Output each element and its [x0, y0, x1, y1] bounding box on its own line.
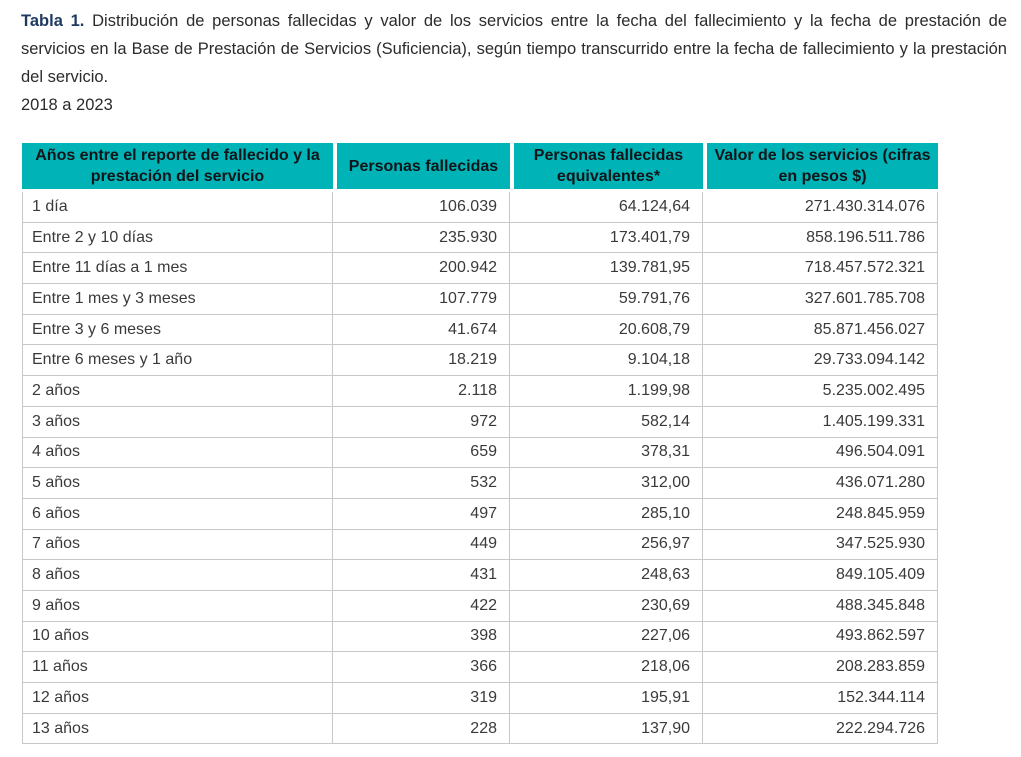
cell-equivalentes: 312,00: [510, 468, 703, 499]
cell-equivalentes: 195,91: [510, 683, 703, 714]
cell-periodo: 8 años: [22, 560, 333, 591]
cell-equivalentes: 218,06: [510, 652, 703, 683]
cell-periodo: 6 años: [22, 499, 333, 530]
table-row: [22, 560, 938, 591]
cell-equivalentes: 227,06: [510, 622, 703, 653]
cell-personas: 228: [333, 714, 510, 745]
table-row: [22, 407, 938, 438]
cell-personas: 200.942: [333, 253, 510, 284]
cell-valor: 327.601.785.708: [703, 284, 938, 315]
cell-periodo: 7 años: [22, 530, 333, 561]
cell-valor: 222.294.726: [703, 714, 938, 745]
cell-periodo: 3 años: [22, 407, 333, 438]
column-header-valor: Valor de los servicios (cifras en pesos $): [703, 143, 938, 192]
cell-personas: 398: [333, 622, 510, 653]
table-row: [22, 223, 938, 254]
cell-personas: 2.118: [333, 376, 510, 407]
column-header-personas: Personas fallecidas: [333, 143, 510, 192]
cell-personas: 497: [333, 499, 510, 530]
cell-periodo: 12 años: [22, 683, 333, 714]
column-header-equivalentes: Personas fallecidas equivalentes*: [510, 143, 703, 192]
table-row: [22, 438, 938, 469]
table-row: [22, 499, 938, 530]
cell-valor: 1.405.199.331: [703, 407, 938, 438]
cell-valor: 493.862.597: [703, 622, 938, 653]
cell-valor: 858.196.511.786: [703, 223, 938, 254]
cell-personas: 235.930: [333, 223, 510, 254]
table-row: [22, 315, 938, 346]
cell-valor: 718.457.572.321: [703, 253, 938, 284]
table-caption-label: Tabla 1.: [21, 12, 85, 30]
cell-equivalentes: 173.401,79: [510, 223, 703, 254]
cell-valor: 347.525.930: [703, 530, 938, 561]
cell-personas: 422: [333, 591, 510, 622]
table-row: [22, 530, 938, 561]
cell-equivalentes: 230,69: [510, 591, 703, 622]
cell-valor: 29.733.094.142: [703, 345, 938, 376]
cell-equivalentes: 9.104,18: [510, 345, 703, 376]
cell-periodo: Entre 2 y 10 días: [22, 223, 333, 254]
table-body: [22, 192, 938, 744]
cell-personas: 366: [333, 652, 510, 683]
cell-personas: 532: [333, 468, 510, 499]
cell-equivalentes: 582,14: [510, 407, 703, 438]
cell-equivalentes: 139.781,95: [510, 253, 703, 284]
header-row: [22, 143, 938, 192]
cell-personas: 449: [333, 530, 510, 561]
cell-personas: 431: [333, 560, 510, 591]
table-row: [22, 253, 938, 284]
cell-periodo: Entre 1 mes y 3 meses: [22, 284, 333, 315]
cell-personas: 319: [333, 683, 510, 714]
table-row: [22, 683, 938, 714]
cell-periodo: 4 años: [22, 438, 333, 469]
cell-valor: 5.235.002.495: [703, 376, 938, 407]
cell-valor: 152.344.114: [703, 683, 938, 714]
cell-periodo: 2 años: [22, 376, 333, 407]
cell-valor: 849.105.409: [703, 560, 938, 591]
cell-equivalentes: 378,31: [510, 438, 703, 469]
table-row: [22, 376, 938, 407]
cell-equivalentes: 248,63: [510, 560, 703, 591]
cell-periodo: Entre 3 y 6 meses: [22, 315, 333, 346]
table-row: [22, 622, 938, 653]
cell-personas: 41.674: [333, 315, 510, 346]
cell-personas: 107.779: [333, 284, 510, 315]
cell-valor: 85.871.456.027: [703, 315, 938, 346]
table-header: [22, 143, 938, 192]
cell-equivalentes: 20.608,79: [510, 315, 703, 346]
cell-valor: 496.504.091: [703, 438, 938, 469]
cell-equivalentes: 285,10: [510, 499, 703, 530]
column-header-periodo: Años entre el reporte de fallecido y la prestación del servicio: [22, 143, 333, 192]
data-table: [22, 143, 938, 744]
table-row: [22, 591, 938, 622]
cell-valor: 436.071.280: [703, 468, 938, 499]
cell-equivalentes: 59.791,76: [510, 284, 703, 315]
table-caption-text: Distribución de personas fallecidas y valor de los servicios entre la fecha del fallecimiento y la fecha de prestación de servicios en la Base de Prestación de Servicios (Suficiencia), según tiempo transcurrido entre la fecha de fallecimiento y la prestación del servicio.: [21, 12, 1008, 86]
cell-periodo: Entre 11 días a 1 mes: [22, 253, 333, 284]
cell-personas: 659: [333, 438, 510, 469]
table-row: [22, 345, 938, 376]
cell-personas: 18.219: [333, 345, 510, 376]
table-caption: [21, 7, 1007, 119]
cell-valor: 271.430.314.076: [703, 192, 938, 223]
table-caption-period: 2018 a 2023: [21, 96, 113, 114]
cell-valor: 248.845.959: [703, 499, 938, 530]
table-row: [22, 714, 938, 745]
cell-periodo: Entre 6 meses y 1 año: [22, 345, 333, 376]
table-row: [22, 284, 938, 315]
cell-personas: 106.039: [333, 192, 510, 223]
cell-valor: 208.283.859: [703, 652, 938, 683]
cell-equivalentes: 137,90: [510, 714, 703, 745]
cell-equivalentes: 64.124,64: [510, 192, 703, 223]
cell-personas: 972: [333, 407, 510, 438]
table-row: [22, 652, 938, 683]
cell-periodo: 9 años: [22, 591, 333, 622]
cell-equivalentes: 1.199,98: [510, 376, 703, 407]
cell-periodo: 5 años: [22, 468, 333, 499]
cell-periodo: 10 años: [22, 622, 333, 653]
table-row: [22, 192, 938, 223]
cell-periodo: 13 años: [22, 714, 333, 745]
cell-equivalentes: 256,97: [510, 530, 703, 561]
cell-periodo: 1 día: [22, 192, 333, 223]
cell-valor: 488.345.848: [703, 591, 938, 622]
cell-periodo: 11 años: [22, 652, 333, 683]
table-row: [22, 468, 938, 499]
